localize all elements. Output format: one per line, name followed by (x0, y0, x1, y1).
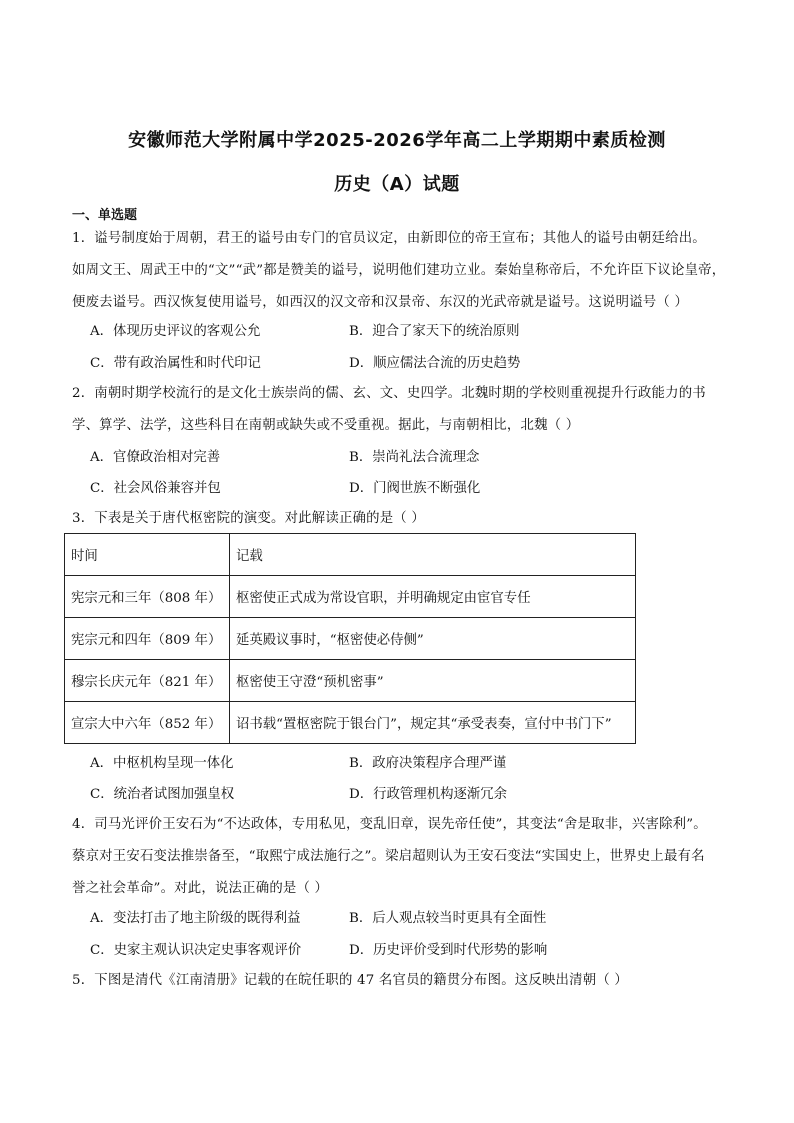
question-3-option-b[interactable]: B．政府决策程序合理严谨 (349, 756, 507, 771)
question-3-option-a[interactable]: A．中枢机构呈现一体化 (90, 756, 234, 771)
table-row (65, 660, 636, 702)
question-3-line-1: 3．下表是关于唐代枢密院的演变。对此解读正确的是（ ） (72, 511, 425, 526)
table-cell-record: 枢密使王守澄“预机密事” (230, 660, 636, 702)
table-row (65, 702, 636, 744)
question-4-option-a[interactable]: A．变法打击了地主阶级的既得利益 (90, 911, 301, 926)
question-2-line-2: 学、算学、法学，这些科目在南朝或缺失或不受重视。据此，与南朝相比，北魏（ ） (72, 418, 580, 433)
question-3-stem (72, 503, 732, 535)
question-4-line-3: 誉之社会革命”。对此，说法正确的是（ ） (72, 881, 329, 896)
table-cell-time: 穆宗长庆元年（821 年） (65, 660, 230, 702)
question-3-option-c[interactable]: C．统治者试图加强皇权 (90, 787, 235, 802)
question-1-option-c[interactable]: C．带有政治属性和时代印记 (90, 356, 261, 371)
table-cell-time: 宣宗大中六年（852 年） (65, 702, 230, 744)
question-2-option-c[interactable]: C．社会风俗兼容并包 (90, 481, 221, 496)
question-1-option-a[interactable]: A．体现历史评议的客观公允 (90, 324, 261, 339)
question-2-option-b[interactable]: B．崇尚礼法合流理念 (349, 450, 480, 465)
question-5-line-1: 5．下图是清代《江南清册》记载的在皖任职的 47 名官员的籍贯分布图。这反映出清朝（ ） (72, 973, 628, 988)
question-1-stem (72, 223, 732, 319)
table-cell-time: 宪宗元和四年（809 年） (65, 618, 230, 660)
question-5-stem (72, 965, 732, 997)
table-header-time: 时间 (65, 534, 230, 576)
question-2-option-d[interactable]: D．门阀世族不断强化 (349, 481, 481, 496)
section-heading: 一、单选题 (72, 208, 138, 223)
table-cell-time: 宪宗元和三年（808 年） (65, 576, 230, 618)
page-subtitle: 历史（A）试题 (334, 174, 460, 195)
table-cell-record: 诏书载“置枢密院于银台门”，规定其“承受表奏，宣付中书门下” (230, 702, 636, 744)
question-2-line-1: 2．南朝时期学校流行的是文化士族崇尚的儒、玄、文、史四学。北魏时期的学校则重视提升行政能力的书 (72, 386, 706, 401)
question-1-option-d[interactable]: D．顺应儒法合流的历史趋势 (349, 356, 521, 371)
question-2-stem (72, 378, 732, 442)
question-2-option-a[interactable]: A．官僚政治相对完善 (90, 450, 221, 465)
question-1-line-1: 1．谥号制度始于周朝，君王的谥号由专门的官员议定，由新即位的帝王宣布；其他人的谥号由朝廷给出。 (72, 231, 706, 246)
table-row (65, 576, 636, 618)
table-row (65, 618, 636, 660)
question-4-line-2: 蔡京对王安石变法推崇备至，“取熙宁成法施行之”。梁启超则认为王安石变法“实国史上，世界史上最有名 (72, 849, 705, 864)
question-1-line-3: 便废去谥号。西汉恢复使用谥号，如西汉的汉文帝和汉景帝、东汉的光武帝就是谥号。这说明谥号（ ） (72, 295, 689, 310)
table-header-row (65, 534, 636, 576)
question-4-stem (72, 809, 732, 905)
question-4-option-d[interactable]: D．历史评价受到时代形势的影响 (349, 943, 548, 958)
table-cell-record: 枢密使正式成为常设官职，并明确规定由宦官专任 (230, 576, 636, 618)
question-3-option-d[interactable]: D．行政管理机构逐渐冗余 (349, 787, 508, 802)
question-4-option-c[interactable]: C．史家主观认识决定史事客观评价 (90, 943, 302, 958)
question-1-line-2: 如周文王、周武王中的“文”“武”都是赞美的谥号，说明他们建功立业。秦始皇称帝后，不允许臣下议论皇帝， (72, 263, 726, 278)
table-header-record: 记载 (230, 534, 636, 576)
question-4-line-1: 4．司马光评价王安石为“不达政体，专用私见，变乱旧章，误先帝任使”，其变法“舍是取非，兴害除利”。 (72, 817, 707, 832)
question-3-table (64, 533, 636, 744)
question-1-option-b[interactable]: B．迎合了家天下的统治原则 (349, 324, 520, 339)
question-4-option-b[interactable]: B．后人观点较当时更具有全面性 (349, 911, 547, 926)
table-cell-record: 延英殿议事时，“枢密使必侍侧” (230, 618, 636, 660)
page-title: 安徽师范大学附属中学2025-2026学年高二上学期期中素质检测 (128, 130, 666, 151)
